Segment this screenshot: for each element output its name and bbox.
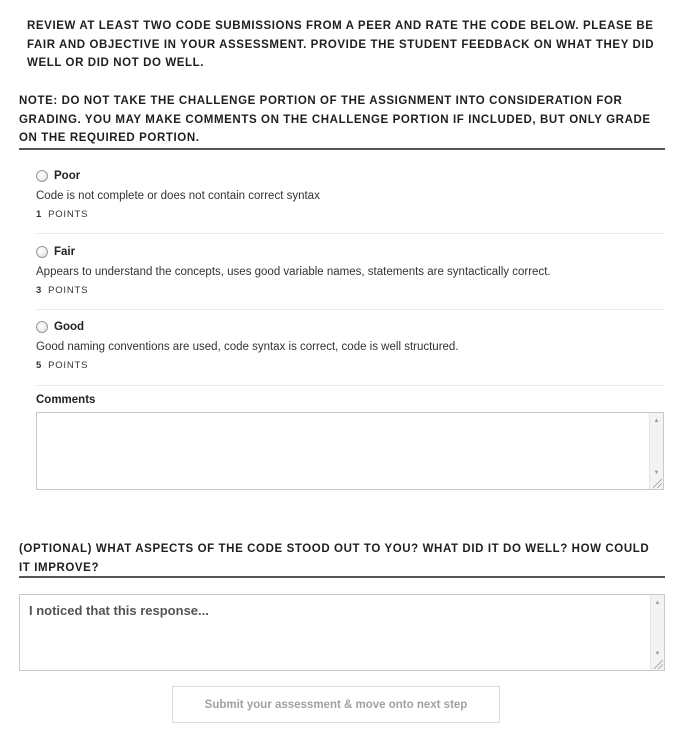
assessment-instructions: REVIEW AT LEAST TWO CODE SUBMISSIONS FROM A PEER AND RATE THE CODE BELOW. PLEASE BE FAIR AND OBJECTIVE IN YOUR ASSESSMENT. PROVIDE THE STUDENT FEEDBACK ON WHAT THEY DID WELL OR DID NOT DO WELL. xyxy=(27,20,655,69)
comments-scrollbar[interactable] xyxy=(649,413,663,489)
comments-textarea[interactable] xyxy=(37,413,649,489)
resize-grip-icon[interactable] xyxy=(653,479,662,488)
rubric-option-good[interactable] xyxy=(36,318,664,371)
option-description: Code is not complete or does not contain correct syntax xyxy=(36,190,320,202)
radio-poor[interactable] xyxy=(36,170,48,182)
option-divider xyxy=(36,309,664,310)
comments-label: Comments xyxy=(36,394,96,406)
radio-fair[interactable] xyxy=(36,246,48,258)
feedback-textarea-container xyxy=(19,594,665,671)
resize-grip-icon[interactable] xyxy=(654,660,663,669)
rubric-option-poor[interactable] xyxy=(36,167,664,220)
option-label: Fair xyxy=(54,246,76,258)
option-label: Poor xyxy=(54,170,81,182)
points-label: POINTS xyxy=(48,285,89,296)
scroll-down-arrow-icon[interactable]: ▼ xyxy=(653,470,660,476)
option-divider xyxy=(36,385,664,386)
radio-good[interactable] xyxy=(36,321,48,333)
comments-textarea-container xyxy=(36,412,664,490)
section-divider xyxy=(19,576,665,578)
optional-feedback-prompt: (OPTIONAL) WHAT ASPECTS OF THE CODE STOOD OUT TO YOU? WHAT DID IT DO WELL? HOW COULD IT IMPROVE? xyxy=(19,543,650,574)
points-value: 1 xyxy=(36,209,43,220)
feedback-scrollbar[interactable] xyxy=(650,595,664,670)
points-label: POINTS xyxy=(48,209,89,220)
assessment-note: NOTE: DO NOT TAKE THE CHALLENGE PORTION OF THE ASSIGNMENT INTO CONSIDERATION FOR GRADING. YOU MAY MAKE COMMENTS ON THE CHALLENGE PORTION IF INCLUDED, BUT ONLY GRADE ON THE REQUIRED PORTION. xyxy=(19,95,651,144)
section-divider xyxy=(19,148,665,150)
option-label: Good xyxy=(54,321,85,333)
option-divider xyxy=(36,233,664,234)
option-description: Good naming conventions are used, code syntax is correct, code is well structured. xyxy=(36,341,459,353)
option-description: Appears to understand the concepts, uses good variable names, statements are syntactically correct. xyxy=(36,266,551,278)
points-label: POINTS xyxy=(48,360,89,371)
points-value: 3 xyxy=(36,285,43,296)
option-points xyxy=(36,209,664,220)
option-points xyxy=(36,360,664,371)
scroll-up-arrow-icon[interactable]: ▲ xyxy=(654,600,661,606)
scroll-down-arrow-icon[interactable]: ▼ xyxy=(654,651,661,657)
scroll-up-arrow-icon[interactable]: ▲ xyxy=(653,418,660,424)
submit-assessment-button[interactable]: Submit your assessment & move onto next step xyxy=(172,686,500,723)
feedback-textarea[interactable] xyxy=(20,595,650,670)
option-points xyxy=(36,285,664,296)
points-value: 5 xyxy=(36,360,43,371)
rubric-option-fair[interactable] xyxy=(36,243,664,296)
